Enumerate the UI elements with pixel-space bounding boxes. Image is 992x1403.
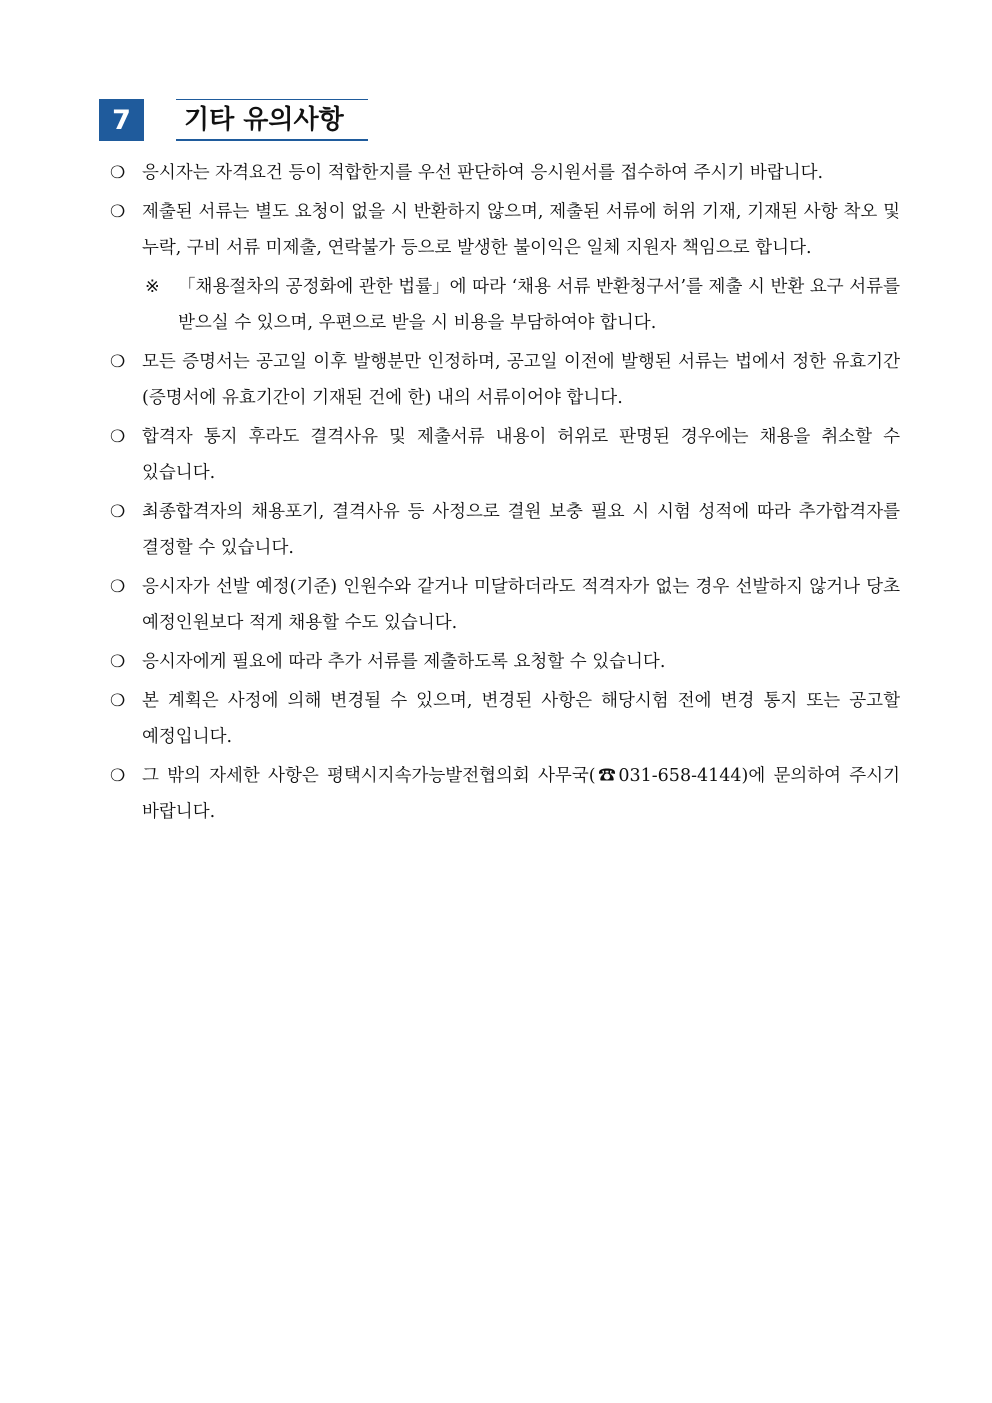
list-item-text: 모든 증명서는 공고일 이후 발행분만 인정하며, 공고일 이전에 발행된 서류는 법에서 정한 유효기간(증명서에 유효기간이 기재된 건에 한) 내의 서류이어야 합니다. <box>142 352 900 408</box>
list-item <box>108 494 900 566</box>
list-item-text: 본 계획은 사정에 의해 변경될 수 있으며, 변경된 사항은 해당시험 전에 변경 통지 또는 공고할 예정입니다. <box>142 691 900 747</box>
list-item-text: 응시자에게 필요에 따라 추가 서류를 제출하도록 요청할 수 있습니다. <box>142 652 666 672</box>
bullet-circle-icon: ❍ <box>110 577 126 597</box>
bullet-circle-icon: ❍ <box>110 202 126 222</box>
bullet-circle-icon: ❍ <box>110 502 126 522</box>
bullet-circle-icon: ❍ <box>110 352 126 372</box>
list-item-text: 응시자가 선발 예정(기준) 인원수와 같거나 미달하더라도 적격자가 없는 경우 선발하지 않거나 당초 예정인원보다 적게 채용할 수도 있습니다. <box>142 577 900 633</box>
list-item <box>108 644 900 680</box>
section-title-box <box>176 99 368 141</box>
list-item <box>108 344 900 416</box>
bullet-circle-icon: ❍ <box>110 652 126 672</box>
list-item-text: 합격자 통지 후라도 결격사유 및 제출서류 내용이 허위로 판명된 경우에는 채용을 취소할 수 있습니다. <box>142 427 900 483</box>
section-number-badge: 7 <box>99 99 144 141</box>
bullet-circle-icon: ❍ <box>110 427 126 447</box>
reference-mark-icon: ※ <box>145 277 160 297</box>
note-item <box>108 269 900 341</box>
section-title: 기타 유의사항 <box>184 105 344 135</box>
bullet-circle-icon: ❍ <box>110 163 126 183</box>
list-item <box>108 194 900 266</box>
section-header <box>99 99 368 141</box>
list-item <box>108 155 900 191</box>
bullet-circle-icon: ❍ <box>110 691 126 711</box>
list-item-text: 그 밖의 자세한 사항은 평택시지속가능발전협의회 사무국(☎031-658-4144)에 문의하여 주시기 바랍니다. <box>142 766 900 822</box>
list-item <box>108 758 900 830</box>
bullet-circle-icon: ❍ <box>110 766 126 786</box>
note-text: 「채용절차의 공정화에 관한 법률」에 따라 ‘채용 서류 반환청구서’를 제출 시 반환 요구 서류를 받으실 수 있으며, 우편으로 받을 시 비용을 부담하여야 합니다. <box>178 277 900 333</box>
list-item <box>108 569 900 641</box>
list-item <box>108 683 900 755</box>
list-item-text: 제출된 서류는 별도 요청이 없을 시 반환하지 않으며, 제출된 서류에 허위 기재, 기재된 사항 착오 및 누락, 구비 서류 미제출, 연락불가 등으로 발생한 불이익은 일체 지원자 책임으로 합니다. <box>142 202 900 258</box>
notice-list <box>108 155 900 833</box>
list-item-text: 응시자는 자격요건 등이 적합한지를 우선 판단하여 응시원서를 접수하여 주시기 바랍니다. <box>142 163 824 183</box>
list-item <box>108 419 900 491</box>
list-item-text: 최종합격자의 채용포기, 결격사유 등 사정으로 결원 보충 필요 시 시험 성적에 따라 추가합격자를 결정할 수 있습니다. <box>142 502 900 558</box>
